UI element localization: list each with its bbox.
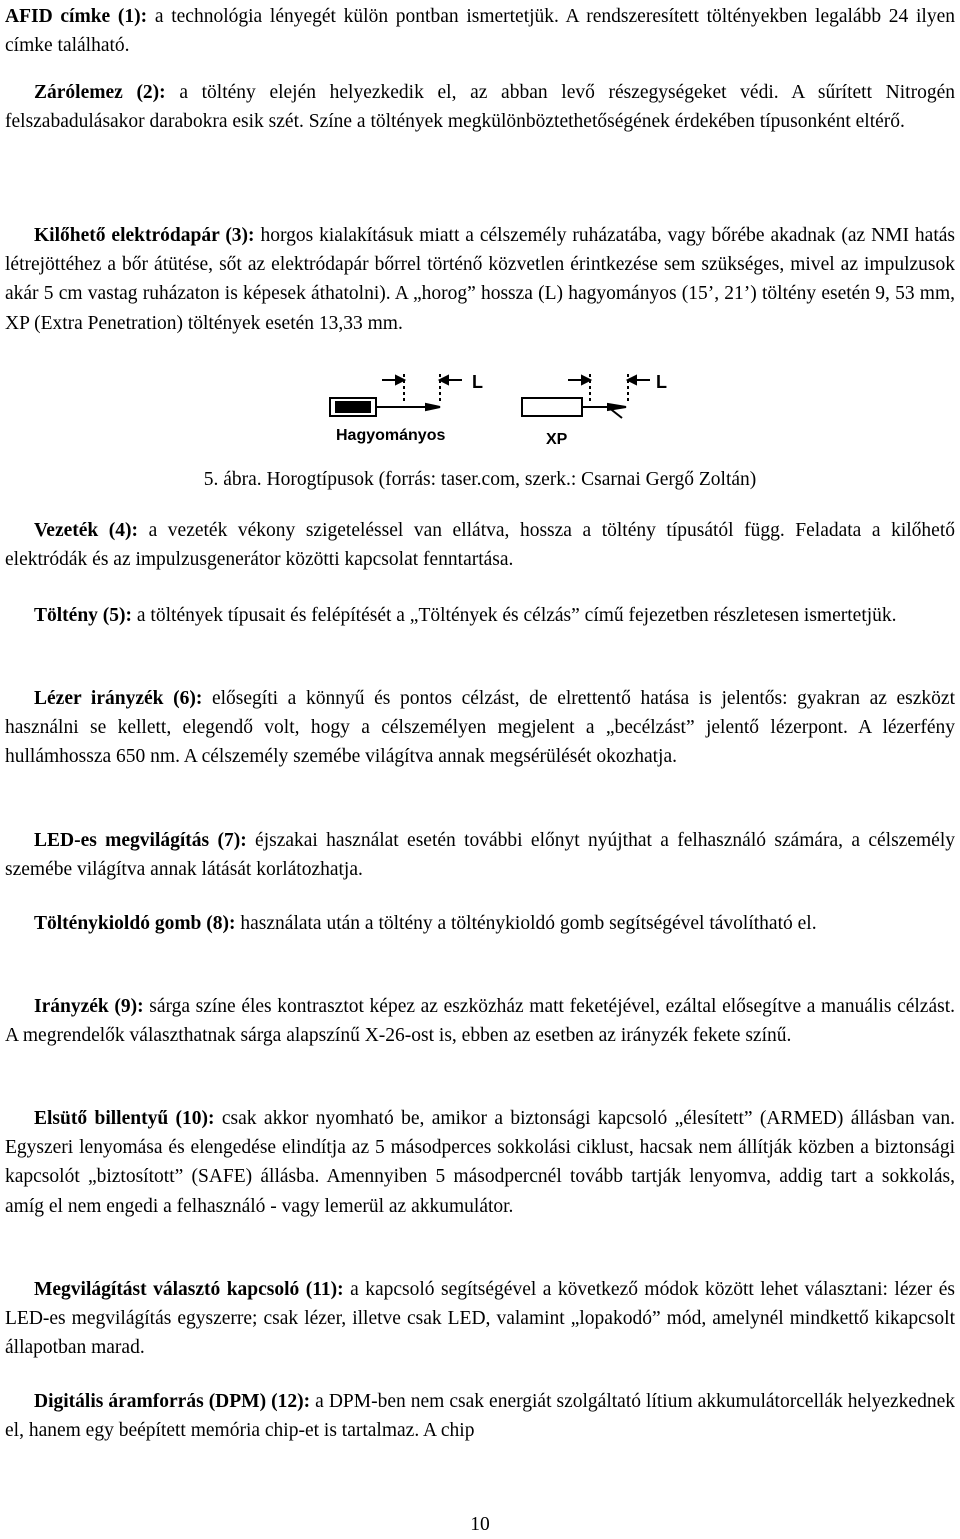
figure-caption: 5. ábra. Horogtípusok (forrás: taser.com, szerk.: Csarnai Gergő Zoltán) xyxy=(203,469,757,490)
paragraph-lezer-iranyzek xyxy=(5,684,955,772)
term: Elsütő billentyű (10): xyxy=(34,1108,215,1129)
term: Kilőhető elektródapár (3): xyxy=(34,225,255,246)
paragraph-led-megvilagitas xyxy=(5,826,955,884)
paragraph-aramforras xyxy=(5,1387,955,1445)
paragraph-text: a technológia lényegét külön pontban ismertetjük. A rendszeresített töltényekben legalább 24 ilyen címke található. xyxy=(5,6,955,57)
paragraph-text: sárga színe éles kontrasztot képez az eszközház matt feketéjével, ezáltal elősegítve a manuális célzást. A megrendelők választhatnak sárga alapszínű X-26-ost is, ebben az esetben az irányzék fekete színű. xyxy=(5,996,955,1047)
label-traditional: Hagyományos xyxy=(336,427,446,444)
paragraph-text: a töltény elején helyezkedik el, az abban levő részegységeket védi. A sűrített Nitrogén felszabadulásakor darabokra esik szét. Színe a töltények megkülönböztethetőségének érdekében típusonként eltérő. xyxy=(5,82,955,133)
paragraph-text: a kapcsoló segítségével a következő módok között lehet választani: lézer és LED-es megvilágítás egyszerre; csak lézer, illetve csak LED, valamint „lopakodó” mód, amelynél mindkettő kikapcsolt állapotban marad. xyxy=(5,1279,955,1359)
term: Vezeték (4): xyxy=(34,520,139,541)
label-xp: XP xyxy=(546,431,568,448)
hook-types-figure xyxy=(322,362,667,452)
term: Megvilágítást választó kapcsoló (11): xyxy=(34,1279,344,1300)
term: Digitális áramforrás (DPM) (12): xyxy=(34,1391,311,1412)
term: Lézer irányzék (6): xyxy=(34,688,203,709)
label-l-xp: L xyxy=(656,372,667,392)
paragraph-iranyzek xyxy=(5,992,955,1050)
label-l-traditional: L xyxy=(472,372,483,392)
term: LED-es megvilágítás (7): xyxy=(34,830,247,851)
paragraph-megvilagitas-kapcsolo xyxy=(5,1275,955,1363)
paragraph-text: csak akkor nyomható be, amikor a biztonsági kapcsoló „élesített” (ARMED) állásban van. Egyszeri lenyomása és elengedése elindítja az 5 másodperces sokkolási ciklust, hacsak nem állítják közben a biztonsági kapcsolót „biztosított” (SAFE) állásba. Amennyiben 5 másodpercnél tovább tartják lenyomva, addig tart a sokkolás, amíg el nem engedi a felhasználó - vagy lemerül az akkumulátor. xyxy=(5,1108,955,1217)
paragraph-text: a DPM-ben nem csak energiát szolgáltató lítium akkumulátorcellák helyezkednek el, hanem egy beépített memória chip-et is tartalmaz. A chip xyxy=(5,1391,955,1442)
term: Zárólemez (2): xyxy=(34,82,166,103)
paragraph-elsuto-billentyu xyxy=(5,1104,955,1221)
page-number: 10 xyxy=(470,1514,490,1535)
term: Irányzék (9): xyxy=(34,996,144,1017)
paragraph-tolteny-kioldo xyxy=(5,909,955,938)
paragraph-afid xyxy=(5,2,955,60)
paragraph-text: a vezeték vékony szigeteléssel van ellátva, hossza a töltény típusától függ. Feladata a kilőhető elektródák és az impulzusgenerátor közötti kapcsolat fenntartása. xyxy=(5,520,956,571)
paragraph-text: éjszakai használat esetén további előnyt nyújthat a felhasználó számára, a célszemély szemébe világítva annak látását korlátozhatja. xyxy=(5,830,955,881)
paragraph-tolteny xyxy=(5,601,955,630)
paragraph-elektrodapar xyxy=(5,221,955,338)
paragraph-vezetek xyxy=(5,516,955,574)
paragraph-zarolemez xyxy=(5,78,955,136)
term: Tölténykioldó gomb (8): xyxy=(34,913,236,934)
paragraph-text: a töltények típusait és felépítését a „Töltények és célzás” című fejezetben részletesen ismertetjük. xyxy=(132,605,897,626)
paragraph-text: használata után a töltény a tölténykioldó gomb segítségével távolítható el. xyxy=(235,913,817,934)
paragraph-text: horgos kialakításuk miatt a célszemély ruházatába, vagy bőrébe akadnak (az NMI hatás létrejöttéhez a bőr átütése, sőt az elektródapár bőrrel történő közvetlen érintkezése sem szükséges, mivel az impulzusok akár 5 cm vastag ruházaton is képesek áthatolni). A „horog” hossza (L) hagyományos (15’, 21’) töltény esetén 9, 53 mm, XP (Extra Penetration) töltények esetén 13,33 mm. xyxy=(5,225,955,334)
paragraph-text: elősegíti a könnyű és pontos célzást, de elrettentő hatása is jelentős: gyakran az eszközt használni se kellett, elegendő volt, hogy a célszemélyen megjelent a „becélzást” jelentő lézerpont. A lézerfény hullámhossza 650 nm. A célszemély szemébe világítva annak megsérülését okozhatja. xyxy=(5,688,956,768)
term: Töltény (5): xyxy=(34,605,133,626)
term: AFID címke (1): xyxy=(5,6,148,27)
